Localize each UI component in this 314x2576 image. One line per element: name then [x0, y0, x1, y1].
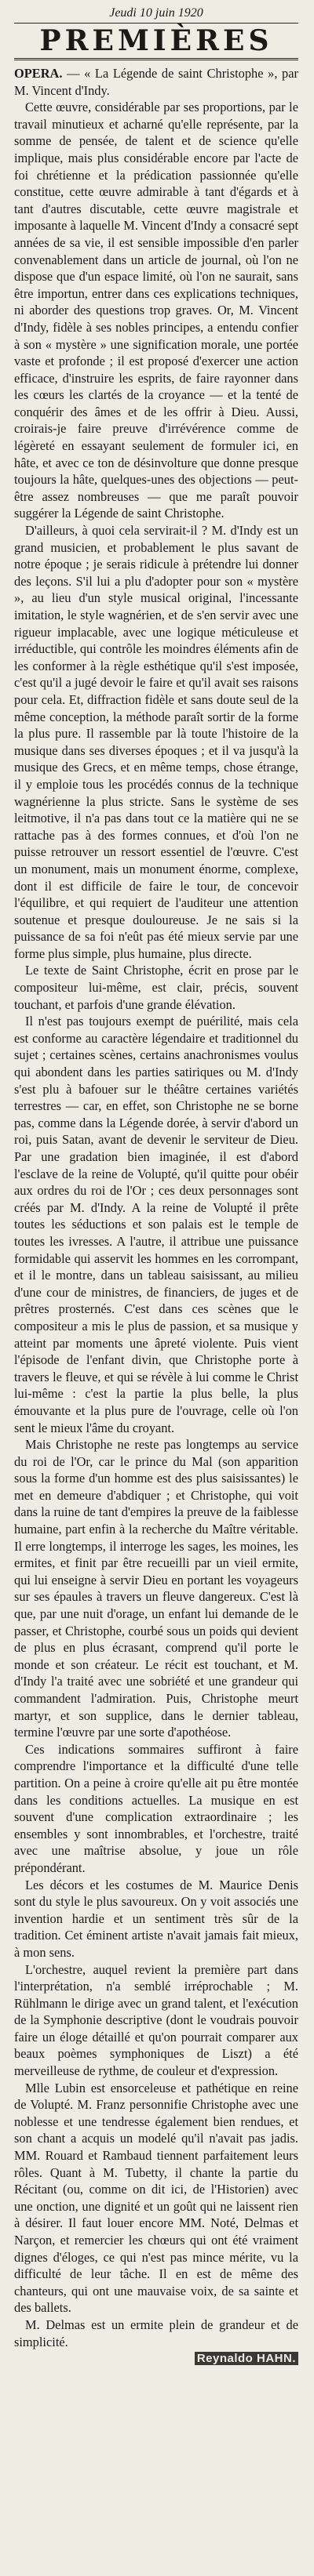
lead-text: — « La Légende de saint Christophe », par M. Vincent d'Indy.: [14, 66, 298, 98]
article-paragraph: Mlle Lubin est ensorceleuse et pathétique en reine de Volupté. M. Franz personnifie Christophe avec une noblesse et une tendresse également bien rendues, et son chant a acquis un modelé qu'il n'avait pas jadis. MM. Rouard et Rambaud tiennent parfaitement leurs rôles. Quant à M. Tubetty, il chante la partie du Récitant (ou, comme on dit ici, de l'Historien) avec une onction, une dignité et un goût qui ne laissent rien à désirer. Il faut louer encore MM. Noté, Delmas et Narçon, et remercier les chœurs qui ont été vraiment dignes d'éloges, ce qui n'est pas mince mérite, vu la difficulté de leur tâche. Il en est de même des chanteurs, qui ont une mauvaise voix, de sa sainte et des ballets.: [14, 2080, 298, 2316]
lead-label: OPERA.: [14, 66, 63, 81]
article-paragraph: Ces indications sommaires suffiront à faire comprendre l'importance et la difficulté d'une telle partition. On a peine à croire qu'elle ait pu être montée dans les conditions actuelles. La musique en est souvent d'une complication extraordinaire ; les ensembles y sont innombrables, et l'orchestre, traité avec une maîtrise absolue, y joue un rôle prépondérant.: [14, 1741, 298, 1875]
section-title: PREMIÈRES: [39, 24, 273, 57]
dateline: Jeudi 10 juin 1920: [109, 6, 203, 20]
article-lead: [14, 65, 298, 99]
article-paragraph: Il n'est pas toujours exempt de puérilité, mais cela est conforme au caractère légendaire et traditionnel du sujet ; certaines scènes, certains anachronismes voulus qui abondent dans les parties satiriques ou M. d'Indy s'est plu à bafouer sur le théâtre certaines variétés terrestres — car, en effet, son Christophe ne se borne pas, comme dans la Légende dorée, à servir d'abord un roi, puis Satan, avant de devenir le serviteur de Dieu. Par une gradation bien imaginée, il est d'abord l'esclave de la reine de Volupté, qu'il quitte pour obéir aux ordres du roi de l'Or ; ces deux personnages sont créés par M. d'Indy. A la reine de Volupté il prête toutes les séductions et son palais est le temple de toutes les ivresses. A l'autre, il attribue une puissance formidable qui asservit les hommes en les corrompant, et il le montre, dans un tableau saisissant, au milieu d'une cour de ministres, de financiers, de juges et de prêtres prosternés. C'est dans ces scènes que le compositeur a mis le plus de passion, et sa musique y atteint par moments une âpreté violente. Puis vient l'épisode de l'enfant divin, que Christophe porte à travers le fleuve, et qui se révèle à lui comme le Christ lui-même : c'est la partie la plus belle, la plus émouvante et la plus pure de l'ouvrage, celle où l'on sent le mieux l'âme du croyant.: [14, 1014, 298, 1435]
title-rule: [14, 58, 298, 60]
article-paragraph: D'ailleurs, à quoi cela servirait-il ? M. d'Indy est un grand musicien, et probablement le plus savant de notre époque ; je serais ridicule à prétendre lui donner des leçons. S'il lui a plu d'adopter pour son « mystère », au lieu d'un style musical original, l'incessante imitation, le style wagnérien, et de s'en servir avec une rigueur implacable, avec une logique méticuleuse et irréductible, qui contrôle les moindres éléments afin de les conformer à la règle esthétique qu'il s'est imposée, c'est qu'il a jugé devoir le faire et qu'il avait ses raisons pour cela. Et, diffraction fidèle et sans doute seul de la même conception, la méthode paraît sortir de la forme la plus pure. Il rassemble par là toute l'histoire de la musique dans ses diverses époques ; et il va jusqu'à la musique des Grecs, et en même temps, chose étrange, il y emploie tous les procédés connus de la technique wagnérienne la plus stricte. Sans le système de ses leitmotive, il n'a pas dans tout ce la matière qui ne se rattache pas à des formes connues, et d'où l'on ne puisse retrouver un ressort essentiel de l'œuvre. C'est un monument, mais un monument énorme, complexe, dont il est difficile de faire le tour, de concevoir l'équilibre, et qui requiert de l'auditeur une attention soutenue et presque douloureuse. Je ne sais si la puissance de sa foi n'eût pas été mieux servie par une forme plus simple, plus humaine, plus directe.: [14, 523, 298, 961]
article-body: [14, 65, 298, 2350]
article-paragraph: Cette œuvre, considérable par ses proportions, par le travail minutieux et acharné qu'elle représente, par la somme de pensée, de talent et de science qu'elle implique, mais plus considérable encore par l'acte de foi chrétienne et la prédication passionnée qu'elle constitue, cette œuvre admirable à tant d'égards et à tant d'autres discutable, cette œuvre magistrale et imposante à laquelle M. Vincent d'Indy a consacré sept années de sa vie, il est sensible impossible d'en parler convenablement dans un article de journal, où l'on ne dispose que d'un espace limité, où l'on ne saurait, sans être importun, entrer dans ces explications techniques, ni aborder des questions trop graves. Or, M. Vincent d'Indy, fidèle à ses nobles principes, a entendu confier à son « mystère » une signification morale, une portée vaste et profonde ; il est proposé d'exercer une action efficace, d'instruire les esprits, de faire rayonner dans les cœurs les clartés de la croyance — et la tenté de conquérir des âmes et de les offrir à Dieu. Aussi, croirais-je faire preuve d'irrévérence comme de légèreté en essayant seulement de formuler ici, en hâte, et avec ce ton de désinvolture que donne presque toujours la hâte, quelques-unes des objections — peut-être assez nombreuses — que me paraît pouvoir suggérer la Légende de saint Christophe.: [14, 100, 298, 521]
article-paragraph: M. Delmas est un ermite plein de grandeur et de simplicité.: [14, 2317, 298, 2349]
signature: [14, 2350, 298, 2367]
article-paragraph: Les décors et les costumes de M. Maurice Denis sont du style le plus savoureux. On y voit associés une invention hardie et un sentiment très sûr de la tradition. Cet éminent artiste n'avait jamais fait mieux, à mon sens.: [14, 1877, 298, 1960]
article-paragraph: Le texte de Saint Christophe, écrit en prose par le compositeur lui-même, est clair, précis, souvent touchant, et parfois d'une grande élévation.: [14, 963, 298, 1012]
author-signature: Reynaldo HAHN.: [195, 2352, 298, 2365]
article-paragraph: Mais Christophe ne reste pas longtemps au service du roi de l'Or, car le prince du Mal (son apparition sous la forme d'un homme est des plus saisissantes) le met en demeure d'abdiquer ; et Christophe, qui voit dans la ruine de tant d'empires la preuve de la faiblesse humaine, part enfin à la recherche du Maître véritable. Il erre longtemps, il interroge les sages, les moines, les ermites, et finit par être recueilli par un vieil ermite, qui lui enseigne à servir Dieu en portant les voyageurs sur ses épaules à travers un fleuve dangereux. C'est là que, par une nuit d'orage, un enfant lui demande de le passer, et Christophe, courbé sous un poids qui devient de plus en plus écrasant, comprend qu'il porte le monde et son créateur. Le récit est touchant, et M. d'Indy l'a traité avec une sobriété et une grandeur qui commandent l'admiration. Puis, Christophe meurt martyr, et son supplice, dans le dernier tableau, termine l'œuvre par une sorte d'apothéose.: [14, 1437, 298, 1740]
article-paragraph: L'orchestre, auquel revient la première part dans l'interprétation, n'a semblé irréprochable ; M. Rühlmann le dirige avec un grand talent, et l'exécution de la Symphonie descriptive (dont le voudrais pouvoir faire un éloge détaillé et qu'on pourrait comparer aux beaux poèmes symphoniques de Liszt) a été merveilleuse de rythme, de couleur et d'expression.: [14, 1961, 298, 2079]
